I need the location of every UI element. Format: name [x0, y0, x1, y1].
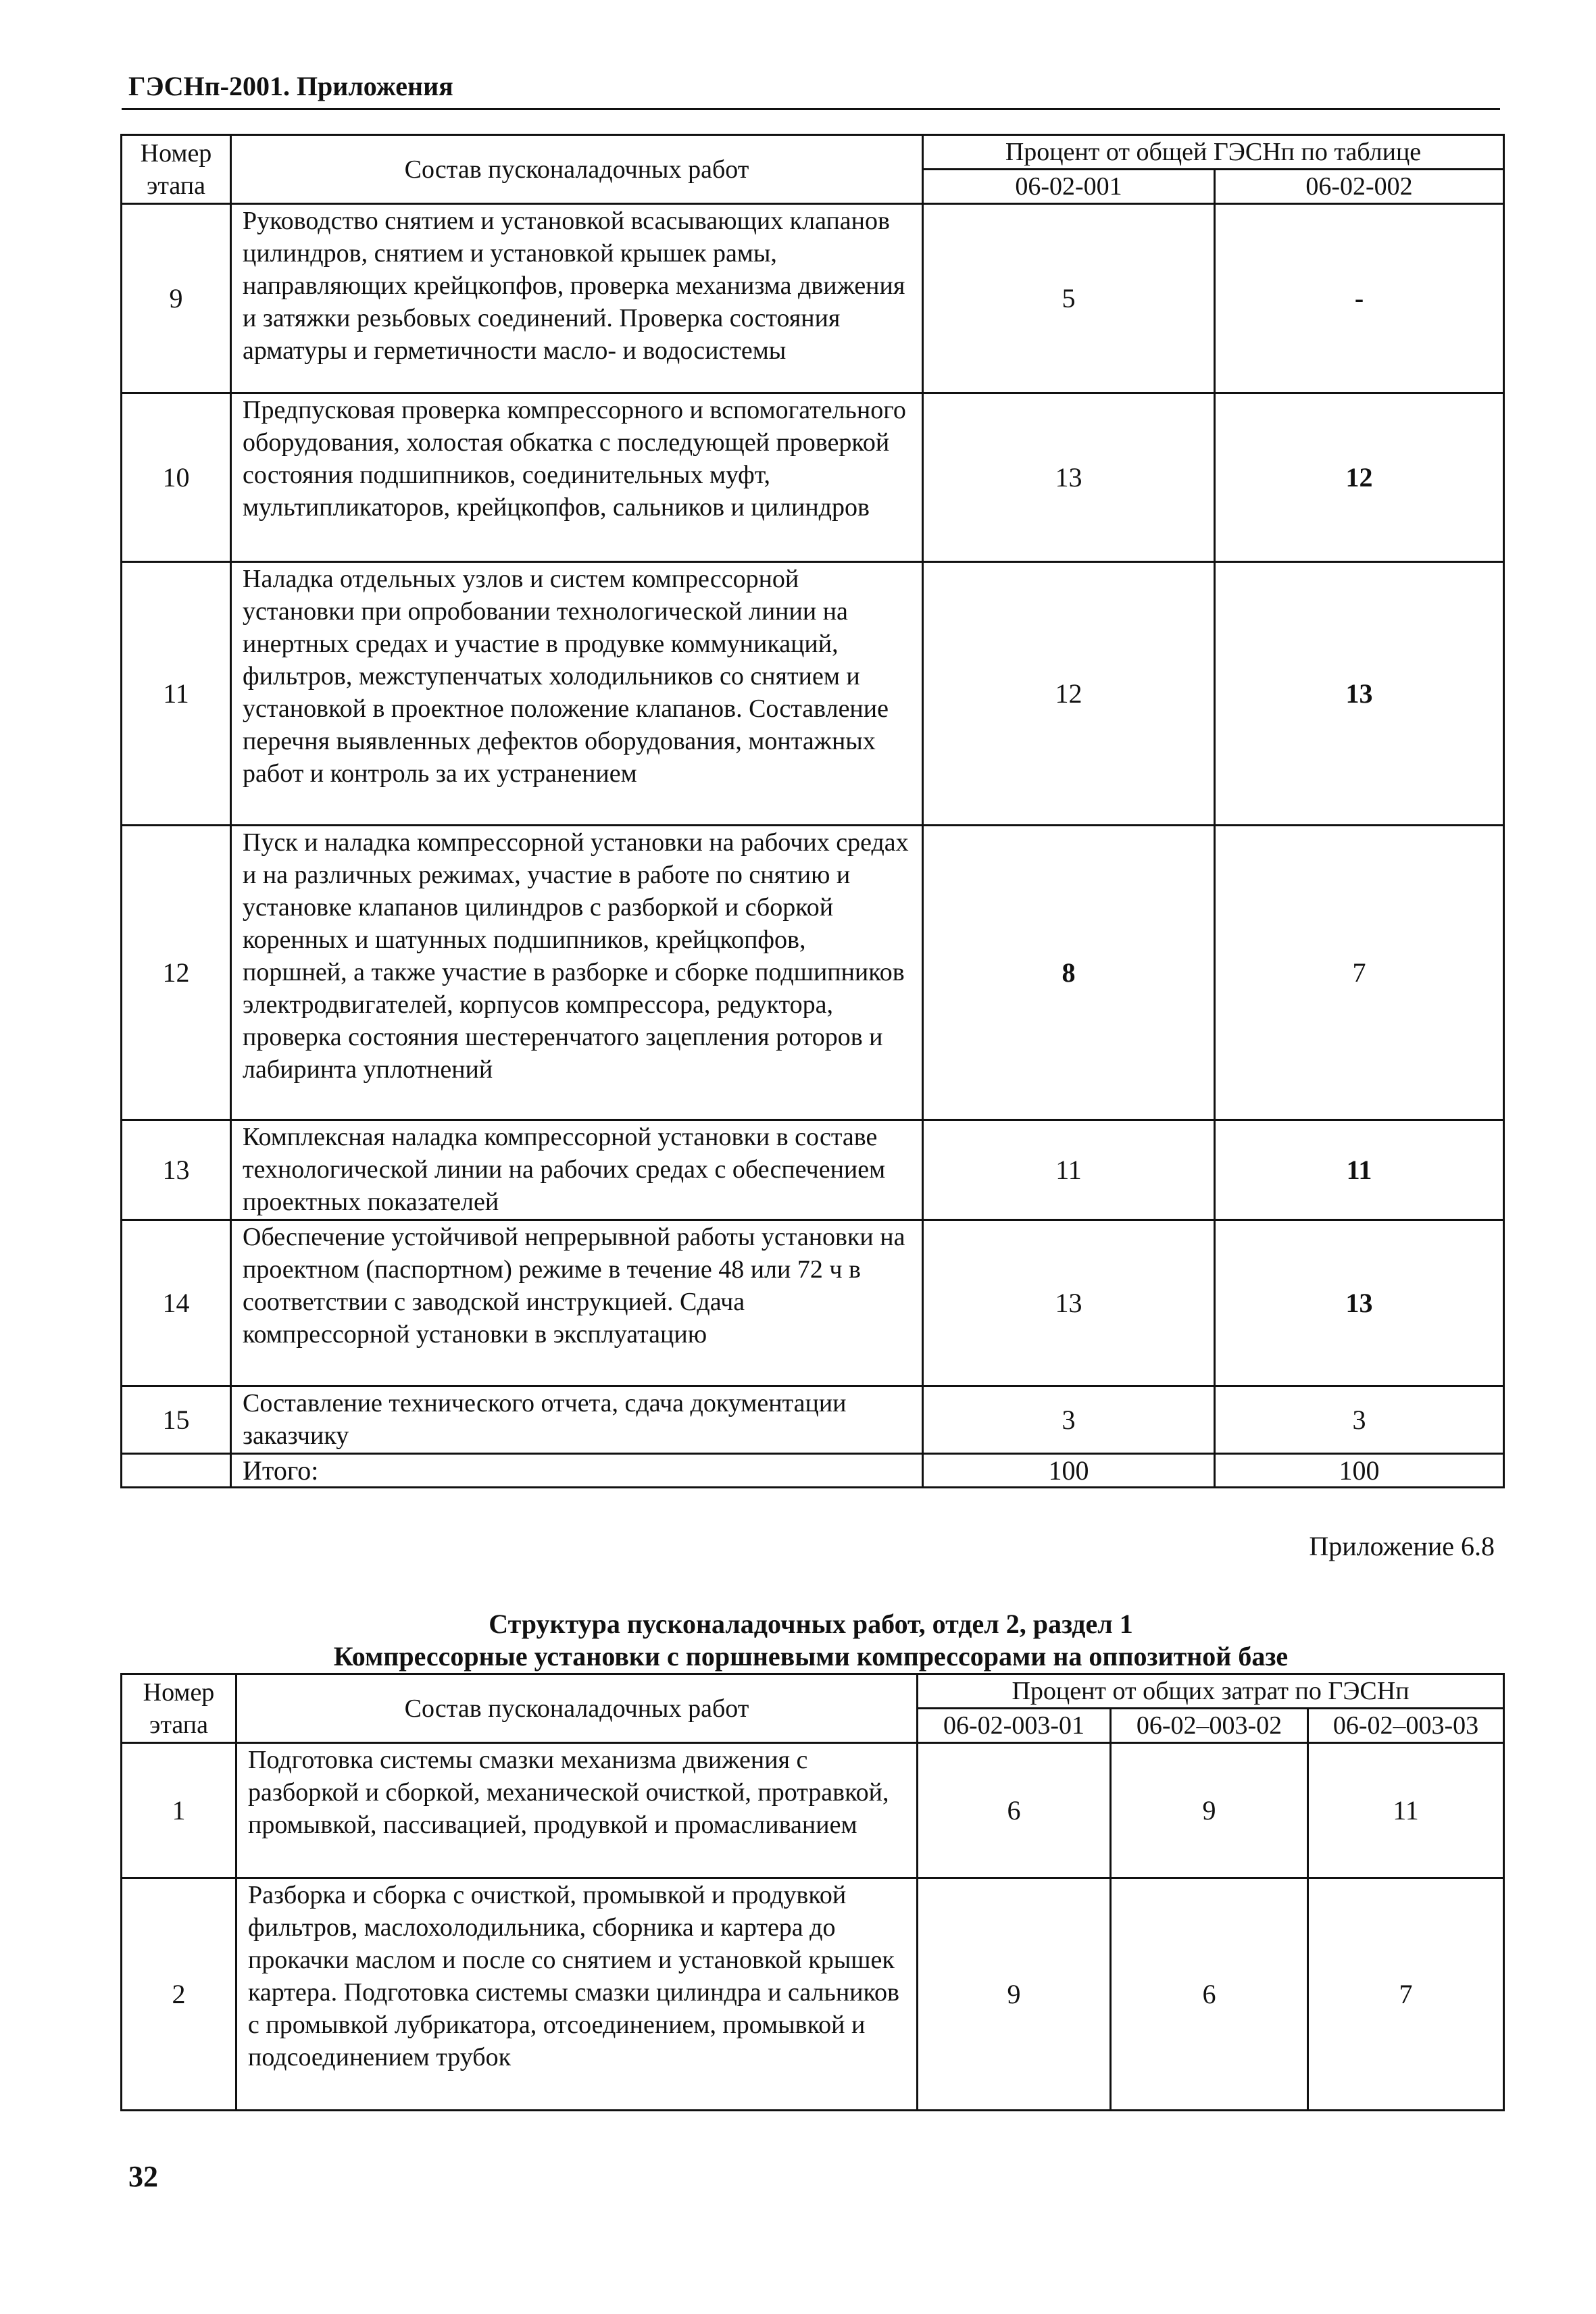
percent-06-02-002: 13	[1215, 562, 1504, 826]
percent-06-02-003-03: 11	[1308, 1743, 1504, 1878]
stage-number: 15	[122, 1386, 231, 1454]
column-header-06-02-003-03: 06-02–003-03	[1308, 1709, 1504, 1743]
percent-06-02-002: 7	[1215, 826, 1504, 1120]
table-row	[122, 1220, 1504, 1386]
table-row	[122, 204, 1504, 393]
percent-06-02-003-01: 6	[918, 1743, 1111, 1878]
percent-06-02-002: 12	[1215, 393, 1504, 562]
percent-06-02-003-01: 9	[918, 1878, 1111, 2111]
running-header: ГЭСНп-2001. Приложения	[128, 71, 453, 101]
stage-number: 14	[122, 1220, 231, 1386]
table-title-line-2: Компрессорные установки с поршневыми компрессорами на оппозитной базе	[333, 1641, 1289, 1671]
percent-06-02-001: 13	[923, 1220, 1215, 1386]
stage-description: Подготовка системы смазки механизма движения с разборкой и сборкой, механической очисткой, протравкой, промывкой, пассивацией, продувкой и промасливанием	[236, 1743, 918, 1878]
page-number: 32	[128, 2160, 158, 2193]
percent-06-02-001: 13	[923, 393, 1215, 562]
stage-description: Наладка отдельных узлов и систем компрессорной установки при опробовании технологической линии на инертных средах и участие в продувке коммуникаций, фильтров, межступенчатых холодильников со снятием и установкой в проектное положение клапанов. Составление перечня выявленных дефектов оборудования, монтажных работ и контроль за их устранением	[231, 562, 923, 826]
table-title	[122, 1608, 1500, 1673]
percent-06-02-002: 13	[1215, 1220, 1504, 1386]
column-header-stage-number: Номер этапа	[122, 135, 231, 204]
percent-06-02-001: 11	[923, 1120, 1215, 1220]
table-row	[122, 1120, 1504, 1220]
stage-number: 13	[122, 1120, 231, 1220]
column-header-06-02-003-02: 06-02–003-02	[1111, 1709, 1308, 1743]
percent-06-02-001: 5	[923, 204, 1215, 393]
stage-number: 11	[122, 562, 231, 826]
stage-description: Обеспечение устойчивой непрерывной работы установки на проектном (паспортном) режиме в течение 48 или 72 ч в соответствии с заводской инструкцией. Сдача компрессорной установки в эксплуатацию	[231, 1220, 923, 1386]
total-06-02-001: 100	[923, 1454, 1215, 1488]
table-stages-06-02	[120, 134, 1505, 1488]
table-row	[122, 1878, 1504, 2111]
percent-06-02-002: 3	[1215, 1386, 1504, 1454]
stage-description: Руководство снятием и установкой всасывающих клапанов цилиндров, снятием и установкой крышек рамы, направляющих крейцкопфов, проверка механизма движения и затяжки резьбовых соединений. Проверка состояния арматуры и герметичности масло- и водосистемы	[231, 204, 923, 393]
percent-06-02-003-02: 6	[1111, 1878, 1308, 2111]
percent-06-02-001: 3	[923, 1386, 1215, 1454]
table-row	[122, 1743, 1504, 1878]
percent-06-02-003-02: 9	[1111, 1743, 1308, 1878]
total-empty-cell	[122, 1454, 231, 1488]
table-row	[122, 562, 1504, 826]
table-stages-06-02-003	[120, 1673, 1505, 2111]
column-header-stage-number: Номер этапа	[122, 1674, 236, 1743]
table-row	[122, 826, 1504, 1120]
table-title-line-1: Структура пусконаладочных работ, отдел 2, раздел 1	[489, 1609, 1133, 1639]
stage-number: 2	[122, 1878, 236, 2111]
column-header-percent: Процент от общих затрат по ГЭСНп	[918, 1674, 1504, 1709]
stage-description: Пуск и наладка компрессорной установки на рабочих средах и на различных режимах, участие в работе по снятию и установке клапанов цилиндров с разборкой и сборкой коренных и шатунных подшипников, крейцкопфов, поршней, а также участие в разборке и сборке подшипников электродвигателей, корпусов компрессора, редуктора, проверка состояния шестеренчатого зацепления роторов и лабиринта уплотнений	[231, 826, 923, 1120]
table-row	[122, 393, 1504, 562]
stage-description: Составление технического отчета, сдача документации заказчику	[231, 1386, 923, 1454]
table-total-row	[122, 1454, 1504, 1488]
appendix-label: Приложение 6.8	[1309, 1531, 1495, 1561]
percent-06-02-001: 8	[923, 826, 1215, 1120]
column-header-06-02-003-01: 06-02-003-01	[918, 1709, 1111, 1743]
header-divider	[122, 108, 1500, 110]
stage-description: Разборка и сборка с очисткой, промывкой и продувкой фильтров, маслохолодильника, сборника и картера до прокачки маслом и после со снятием и установкой крышек картера. Подготовка системы смазки цилиндра и сальников с промывкой лубрикатора, отсоединением, промывкой и подсоединением трубок	[236, 1878, 918, 2111]
column-header-percent: Процент от общей ГЭСНп по таблице	[923, 135, 1504, 170]
stage-number: 9	[122, 204, 231, 393]
table-row	[122, 1386, 1504, 1454]
column-header-06-02-001: 06-02-001	[923, 170, 1215, 204]
percent-06-02-001: 12	[923, 562, 1215, 826]
column-header-works: Состав пусконаладочных работ	[231, 135, 923, 204]
stage-number: 10	[122, 393, 231, 562]
percent-06-02-003-03: 7	[1308, 1878, 1504, 2111]
total-label: Итого:	[231, 1454, 923, 1488]
column-header-06-02-002: 06-02-002	[1215, 170, 1504, 204]
stage-description: Предпусковая проверка компрессорного и вспомогательного оборудования, холостая обкатка с последующей проверкой состояния подшипников, соединительных муфт, мультипликаторов, крейцкопфов, сальников и цилиндров	[231, 393, 923, 562]
stage-number: 1	[122, 1743, 236, 1878]
percent-06-02-002: -	[1215, 204, 1504, 393]
stage-description: Комплексная наладка компрессорной установки в составе технологической линии на рабочих средах с обеспечением проектных показателей	[231, 1120, 923, 1220]
column-header-works: Состав пусконаладочных работ	[236, 1674, 918, 1743]
stage-number: 12	[122, 826, 231, 1120]
percent-06-02-002: 11	[1215, 1120, 1504, 1220]
total-06-02-002: 100	[1215, 1454, 1504, 1488]
